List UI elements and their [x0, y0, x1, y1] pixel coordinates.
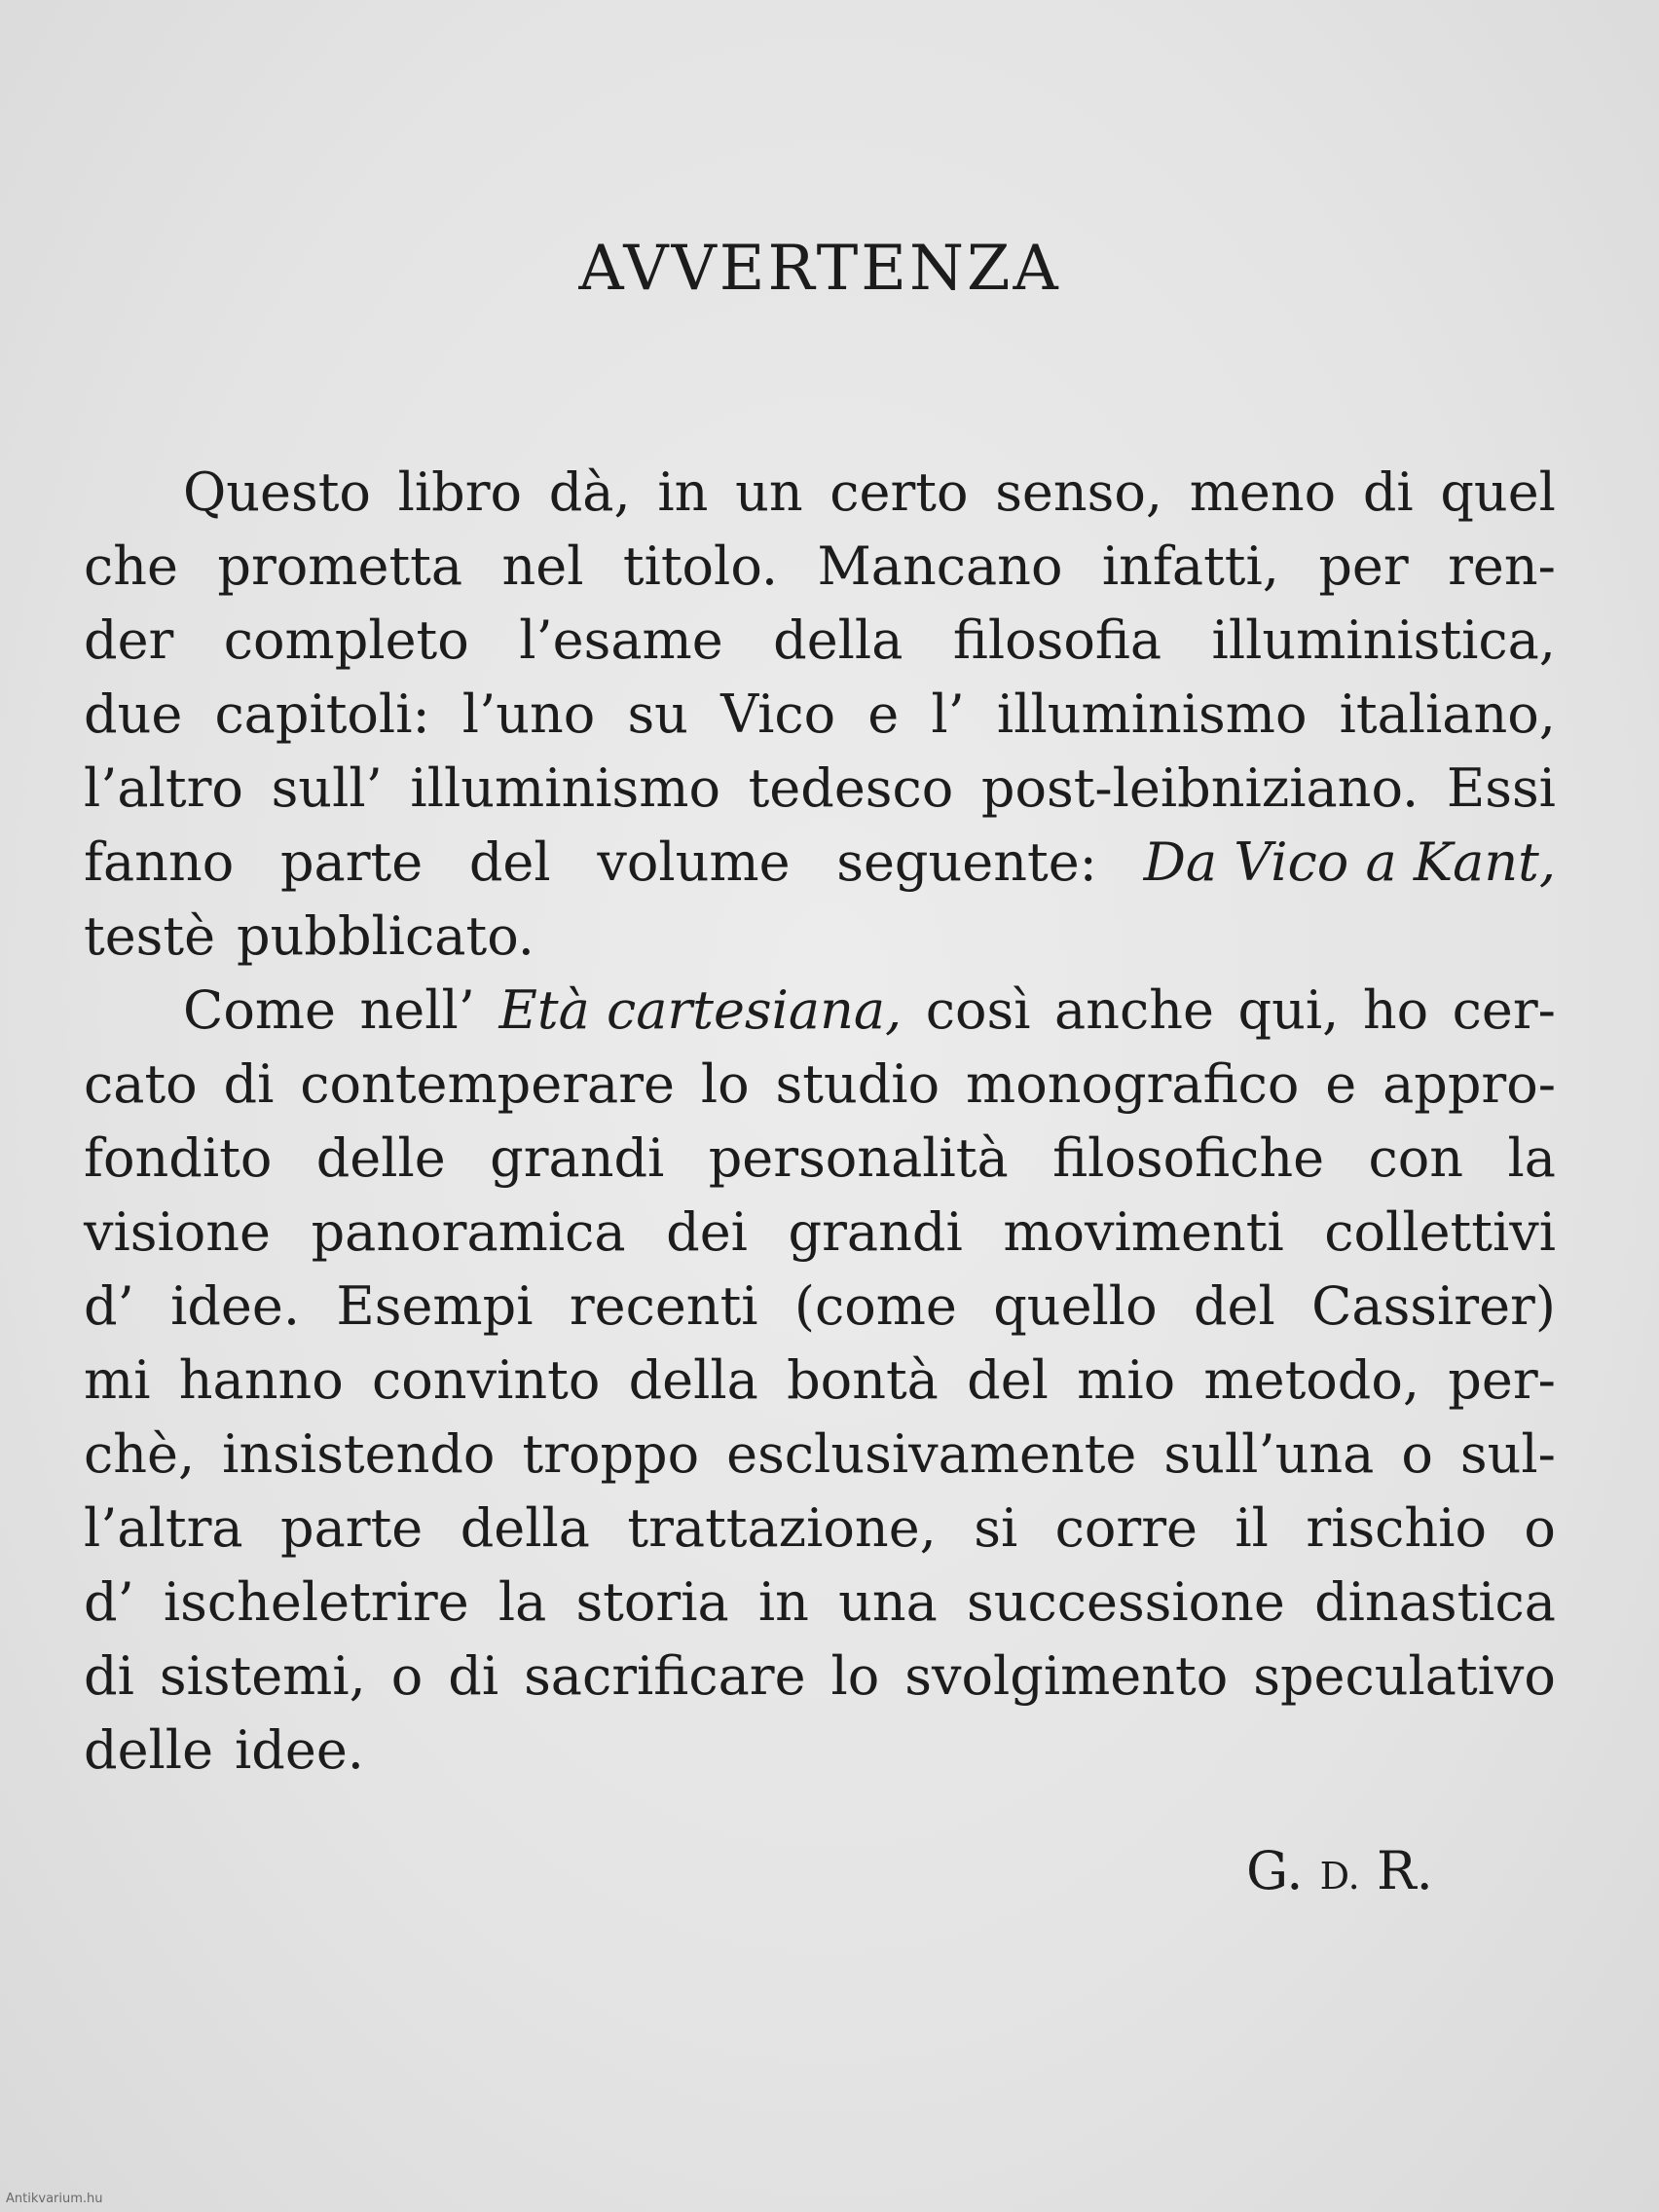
book-title-da-vico-a-kant: Da Vico a Kant,	[1143, 831, 1556, 893]
text-line: Come nell’ Età cartesiana, così anche qui, ho cer-	[84, 974, 1556, 1048]
text-line: testè pubblicato.	[84, 905, 535, 967]
text-line: d’ idee. Esempi recenti (come quello del Cassirer)	[84, 1275, 1556, 1337]
text-line: delle idee.	[84, 1719, 364, 1781]
text-line: d’ ischeletrire la storia in una successione dinastica	[84, 1571, 1556, 1633]
watermark: Antikvarium.hu	[6, 2192, 103, 2206]
text-line: di sistemi, o di sacrificare lo svolgimento speculativo	[84, 1645, 1556, 1707]
text-line: visione panoramica dei grandi movimenti collettivi	[84, 1201, 1556, 1263]
text-line: cato di contemperare lo studio monografico e appro-	[84, 1053, 1556, 1115]
text-line: fanno parte del volume seguente: Da Vico a Kant,	[84, 826, 1556, 900]
text-line: fondito delle grandi personalità filosofiche con la	[84, 1127, 1556, 1189]
text-line: der completo l’esame della filosofia illuministica,	[84, 609, 1556, 671]
text-line: due capitoli: l’uno su Vico e l’ illuminismo italiano,	[84, 683, 1556, 745]
text-line: chè, insistendo troppo esclusivamente sull’una o sul-	[84, 1423, 1556, 1485]
text-line: Questo libro dà, in un certo senso, meno di quel	[183, 461, 1556, 523]
page-title: AVVERTENZA	[578, 233, 1061, 305]
text-line: l’altro sull’ illuminismo tedesco post-leibniziano. Essi	[84, 757, 1556, 819]
text-line: l’altra parte della trattazione, si corre il rischio o	[84, 1497, 1556, 1559]
text-line: mi hanno convinto della bontà del mio metodo, per-	[84, 1349, 1556, 1411]
author-initials: G. D. R.	[1246, 1840, 1433, 1901]
text-line: che prometta nel titolo. Mancano infatti, per ren-	[84, 535, 1556, 597]
book-title-eta-cartesiana: Età cartesiana,	[498, 979, 903, 1041]
foreword-body	[84, 456, 1556, 1788]
